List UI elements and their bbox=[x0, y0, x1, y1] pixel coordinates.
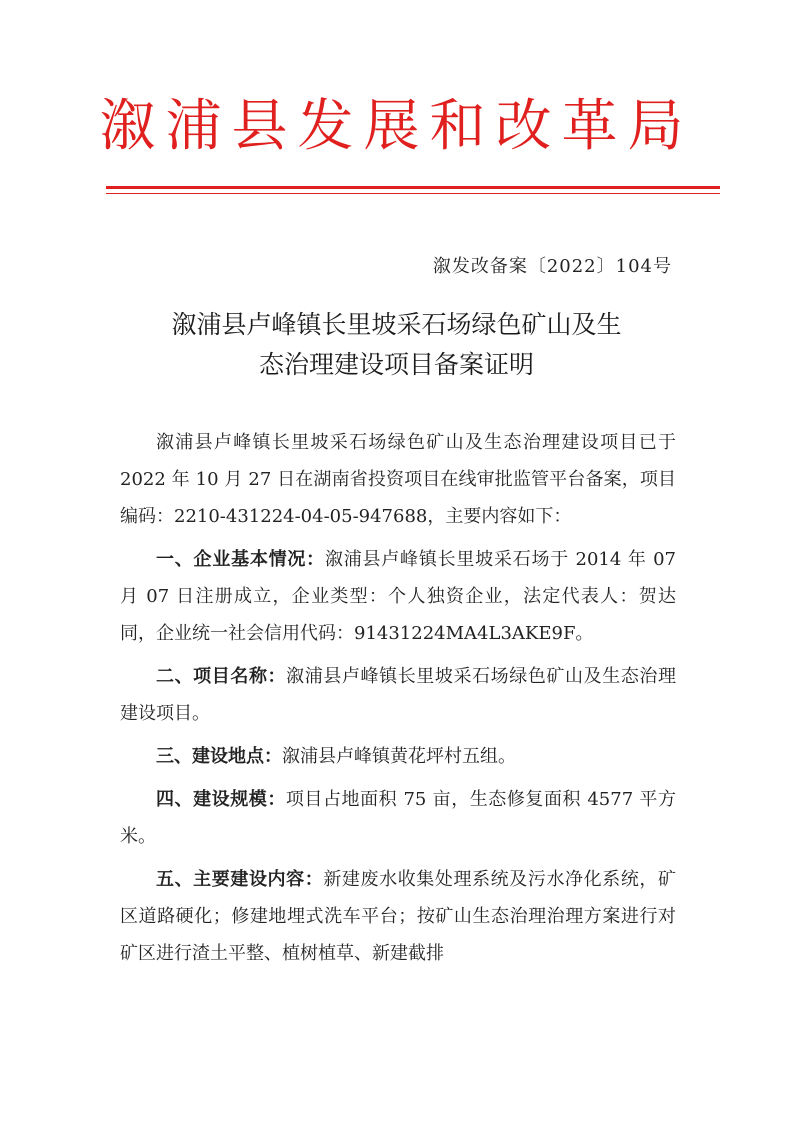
section-heading: 二、项目名称： bbox=[156, 666, 287, 687]
section-scale bbox=[120, 781, 676, 855]
section-text: 新建废水收集处理系统及污水净化系统，矿区道路硬化；修建地埋式洗车平台；按矿山生态治理治理方案进行对矿区进行渣土平整、植树植草、新建截排 bbox=[120, 869, 677, 964]
section-text: 溆浦县卢峰镇长里坡采石场绿色矿山及生态治理建设项目。 bbox=[120, 666, 677, 724]
section-heading: 一、企业基本情况： bbox=[156, 549, 325, 570]
section-project-name bbox=[120, 658, 676, 732]
document-body bbox=[120, 424, 676, 978]
section-text: 溆浦县卢峰镇黄花坪村五组。 bbox=[282, 746, 516, 767]
section-content bbox=[120, 861, 676, 972]
section-enterprise-info bbox=[120, 541, 676, 652]
section-heading: 三、建设地点： bbox=[156, 746, 282, 767]
section-text: 项目占地面积 75 亩，生态修复面积 4577 平方米。 bbox=[120, 789, 676, 847]
red-rule-thin bbox=[106, 193, 720, 194]
intro-paragraph: 溆浦县卢峰镇长里坡采石场绿色矿山及生态治理建设项目已于 2022 年 10 月 27 日在湖南省投资项目在线审批监管平台备案，项目编码：2210-431224-04-05-947688，主要内容如下： bbox=[120, 432, 676, 527]
section-text: 溆浦县卢峰镇长里坡采石场于 2014 年 07 月 07 日注册成立，企业类型：个人独资企业，法定代表人：贺达同，企业统一社会信用代码：91431224MA4L3AKE9F。 bbox=[120, 549, 676, 644]
org-name: 溆浦县发展和改革局 bbox=[99, 94, 694, 159]
title-line-2: 态治理建设项目备案证明 bbox=[258, 350, 534, 379]
section-heading: 四、建设规模： bbox=[156, 789, 286, 810]
section-location bbox=[120, 738, 676, 775]
red-rule-thick bbox=[106, 186, 720, 189]
title-line-1: 溆浦县卢峰镇长里坡采石场绿色矿山及生 bbox=[171, 310, 622, 339]
document-title bbox=[120, 305, 673, 385]
section-heading: 五、主要建设内容： bbox=[156, 869, 324, 890]
document-number: 溆发改备案〔2022〕104号 bbox=[432, 256, 672, 277]
